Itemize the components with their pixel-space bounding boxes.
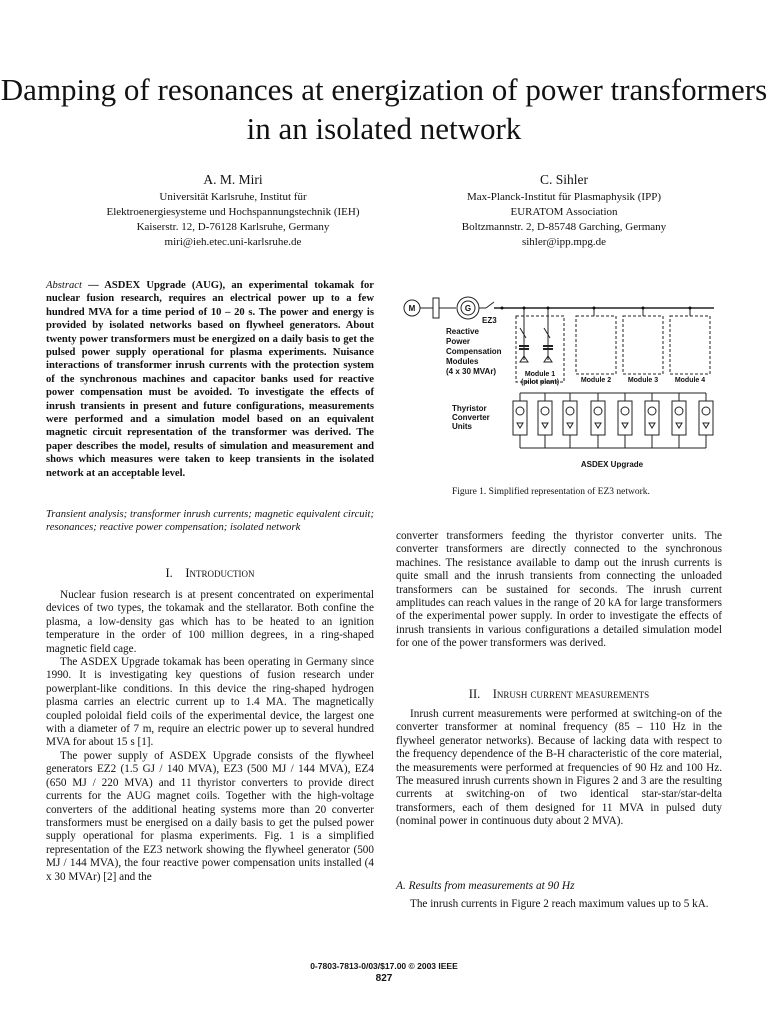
author-name: C. Sihler <box>539 172 588 187</box>
author-block-miri <box>83 171 383 250</box>
reactive-label-line: Modules <box>446 357 479 366</box>
thyristor-converter-unit <box>538 401 552 435</box>
transformer-icon <box>621 407 629 415</box>
section-number: II. <box>468 687 481 701</box>
footer-isbn: 0-7803-7813-0/03/$17.00 © 2003 IEEE <box>310 961 458 971</box>
thyristor-label-line: Thyristor <box>452 404 487 413</box>
paragraph: The power supply of ASDEX Upgrade consists of the flywheel generators EZ2 (1.5 GJ / 140 MVA), EZ3 (500 MJ / 144 MVA), EZ4 (650 MJ / 220 MVA) and 11 thyristor converters to provide direct currents for the AUG magnet coils. Together with the high-voltage converters of the additional heating systems more than 20 converter transformers must be energised on a daily basis to get the pulsed power supply operational for plasma experiments. Fig. 1 is a simplified representation of the EZ3 network showing the flywheel generator (500 MJ / 144 MVA), the four reactive power compensation units installed (4 x 30 MVAr) [2] and the <box>46 749 374 883</box>
section-title: Introduction <box>185 566 255 580</box>
author-affiliation: Elektroenergiesysteme und Hochspannungstechnik (IEH) <box>106 206 360 218</box>
diode-icon <box>649 423 655 428</box>
module-1-sublabel: (pilot plant) <box>520 379 560 386</box>
transformer-icon <box>516 407 524 415</box>
author-email: miri@ieh.etec.uni-karlsruhe.de <box>164 236 302 248</box>
paragraph: Nuclear fusion research is at present concentrated on experimental devices of two types, the tokamak and the stellarator. Both confine the plasma, a low-density gas which has to be heated to an ignition temperature in the order of 100 million degrees, in a ring-shaped magnetic field cage. <box>46 589 374 655</box>
module-1-label: Module 1 <box>524 371 556 378</box>
author-email: sihler@ipp.mpg.de <box>521 236 607 248</box>
diode-icon <box>542 423 548 428</box>
diode-icon <box>517 423 523 428</box>
right-column-text <box>396 530 722 651</box>
paragraph: converter transformers feeding the thyristor converter units. The converter transformers are directly connected to the synchronous machines. The resistance available to damp out the inrush currents is quite small and the inrush transients from connecting the unloaded transformers can be sustained for seconds. The inrush current amplitudes can reach values in the range of 20 kA for large transformers of the experimental power supply. In order to investigate the effects of inrush transients in various configurations a detailed simulation model for one of the power transformers was derived. <box>396 530 722 650</box>
abstract-text: — ASDEX Upgrade (AUG), an experimental tokamak for nuclear fusion research, requires an electrical power up to a few hundred MVA for a time period of 10 – 20 s. The power and energy is provided by isolated networks based on flywheel generators. About twenty power transformers must be energized on a daily basis to get the pulsed power supply operational for plasma experiments. Nuisance interactions of transformer inrush currents with the protection system of the synchronous machines and capacitor banks used for reactive power compensation must be avoided. To investigate the effects of inrush transients in present and future configurations, measurements were performed and a simulation model based on an equivalent magnetic circuit representation of the transformer was derived. The paper describes the model, results of simulation and measurement and shows which measures were taken to keep transients in the isolated network at an acceptable level. <box>46 280 374 479</box>
thyristor-converter-unit <box>618 401 632 435</box>
figure-ez3-network <box>398 290 720 475</box>
section-number: I. <box>165 566 173 580</box>
thyristor-converter-unit <box>645 401 659 435</box>
thyristor-label-line: Converter <box>452 413 490 422</box>
diode-icon <box>622 423 628 428</box>
author-affiliation: EURATOM Association <box>510 206 618 218</box>
module-4-box <box>670 316 710 374</box>
thyristor-converter-unit <box>513 401 527 435</box>
index-terms: Transient analysis; transformer inrush currents; magnetic equivalent circuit; resonances; reactive power compensation; isolated network <box>46 509 374 534</box>
author-name: A. M. Miri <box>203 172 263 187</box>
transformer-icon <box>541 407 549 415</box>
transformer-icon <box>702 407 710 415</box>
section-title: Inrush current measurements <box>492 687 650 701</box>
author-address: Boltzmannstr. 2, D-85748 Garching, Germany <box>461 221 667 233</box>
reactive-label-line: (4 x 30 MVAr) <box>446 367 497 376</box>
paragraph: The ASDEX Upgrade tokamak has been operating in Germany since 1990. It is investigating key questions of fusion research under powerplant-like conditions. In this device the ring-shaped hydrogen plasma carries an electric current up to 1.4 MA. The magnetically coupled poloidal field coils of the experimental device, the largest one with a diameter of 7 m, require an electric power up to several hundred MVA for about 15 s [1]. <box>46 656 374 749</box>
transformer-icon <box>648 407 656 415</box>
thyristor-converter-unit <box>563 401 577 435</box>
diode-icon <box>703 423 709 428</box>
thyristor-converter-unit <box>699 401 713 435</box>
abstract-label: Abstract <box>46 280 82 291</box>
reactive-label-line: Compensation <box>446 347 502 356</box>
module-2-label: Module 2 <box>580 377 612 384</box>
diode-icon <box>567 423 573 428</box>
thyristor-converter-unit <box>672 401 686 435</box>
transformer-icon <box>675 407 683 415</box>
module-3-box <box>623 316 663 374</box>
generator-label: G <box>464 304 472 313</box>
breaker-switch-icon <box>486 302 494 308</box>
transformer-icon <box>566 407 574 415</box>
introduction-body <box>46 589 374 884</box>
subsection-heading: A. Results from measurements at 90 Hz <box>396 880 575 892</box>
motor-label: M <box>408 304 416 313</box>
module-2-box <box>576 316 616 374</box>
figure-caption: Figure 1. Simplified representation of EZ3 network. <box>452 487 650 497</box>
author-affiliation: Universität Karlsruhe, Institut für <box>159 191 307 203</box>
page-number: 827 <box>375 973 393 984</box>
diode-icon <box>595 423 601 428</box>
author-block-sihler <box>414 171 714 250</box>
thyristor-converter-unit <box>591 401 605 435</box>
author-affiliation: Max-Planck-Institut für Plasmaphysik (IPP) <box>466 191 661 203</box>
flywheel-icon <box>433 298 439 318</box>
author-address: Kaiserstr. 12, D-76128 Karlsruhe, Germany <box>136 221 330 233</box>
diode-icon <box>676 423 682 428</box>
paragraph: The inrush currents in Figure 2 reach maximum values up to 5 kA. <box>410 898 709 910</box>
asdex-upgrade-label: ASDEX Upgrade <box>580 460 644 469</box>
transformer-icon <box>594 407 602 415</box>
paper-title: Damping of resonances at energization of power transformers in an isolated network <box>0 72 768 146</box>
module-3-label: Module 3 <box>627 377 659 384</box>
section-heading-inrush <box>396 687 722 702</box>
ez3-label: EZ3 <box>482 316 497 325</box>
module-4-label: Module 4 <box>674 377 706 384</box>
abstract <box>46 279 374 480</box>
section-heading-introduction <box>46 566 374 581</box>
reactive-label-line: Power <box>446 337 471 346</box>
subsection-body <box>396 898 722 911</box>
thyristor-label-line: Units <box>452 422 472 431</box>
reactive-label-line: Reactive <box>446 327 479 336</box>
paragraph: Inrush current measurements were performed at switching-on of the converter transformer at nominal frequency (85 – 110 Hz in the flywheel generator networks). Because of lacking data with respect to the frequency dependence of the B-H characteristic of the core material, the measurements were performed at frequencies of 90 Hz and 100 Hz. The measured inrush currents shown in Figures 2 and 3 are the resulting currents at switching-on of two identical star-star/star-delta transformers, each of them designed for 11 MVA in pulsed duty (nominal power in continuous duty about 2 MVA). <box>396 708 722 828</box>
inrush-body <box>396 708 722 829</box>
